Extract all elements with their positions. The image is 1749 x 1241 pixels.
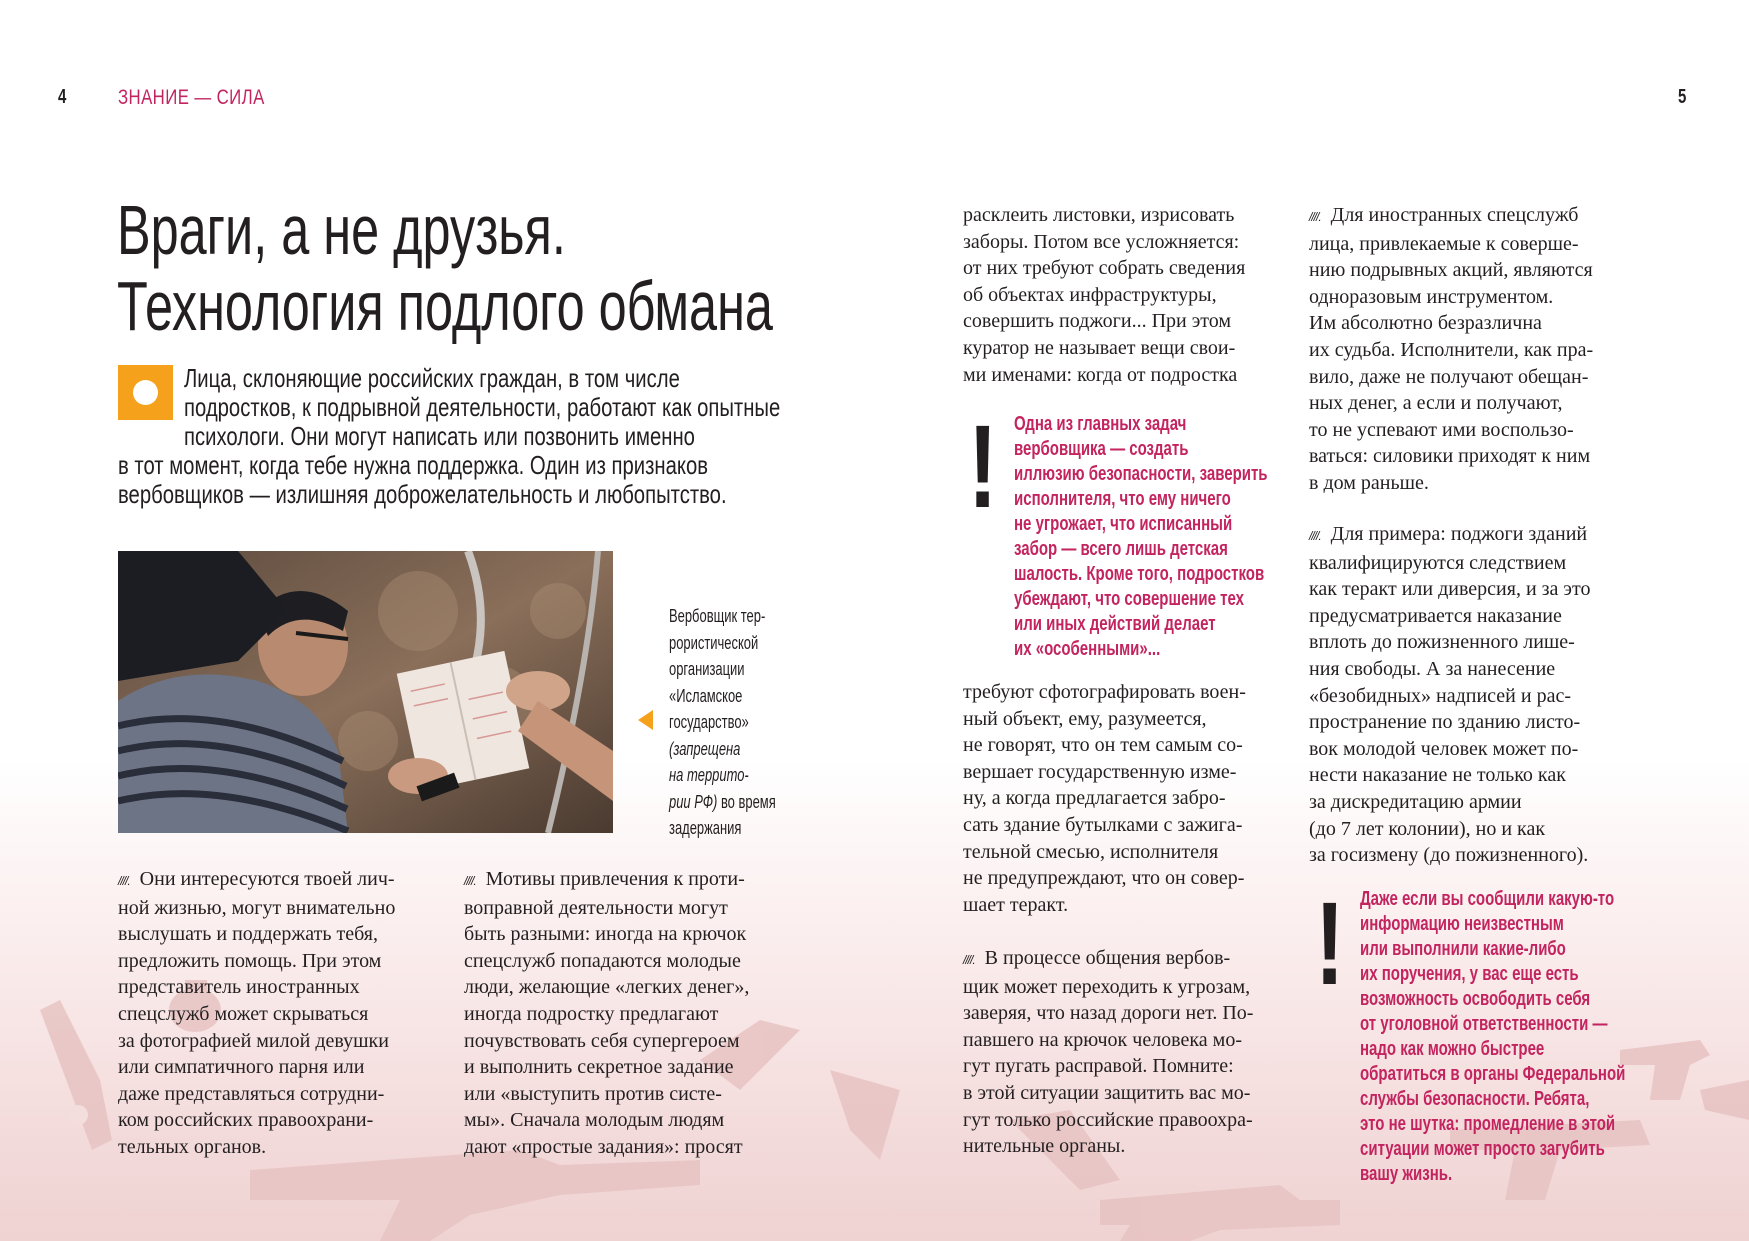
lead-line: подростков, к подрывной деятельности, работают как опытные <box>184 392 781 422</box>
body-line: выслушать и поддержать тебя, <box>118 923 378 946</box>
body-line: предусматривается наказание <box>1309 604 1562 627</box>
body-line: вок молодой человек может по- <box>1309 737 1579 760</box>
callout-line: шалость. Кроме того, подростков <box>1014 563 1265 585</box>
body-line: нительные органы. <box>963 1135 1126 1158</box>
column-4-middle-text <box>1309 521 1590 869</box>
callout-line: Одна из главных задач <box>1014 413 1187 435</box>
body-line: ных денег, а если и получают, <box>1309 392 1563 415</box>
callout-line: надо как можно быстрее <box>1360 1038 1545 1060</box>
exclamation-icon: ! <box>1315 878 1345 1010</box>
callout-line: вашу жизнь. <box>1360 1163 1453 1185</box>
body-line: или «выступить против систе- <box>464 1082 722 1105</box>
section-title: ЗНАНИЕ — СИЛА <box>118 86 265 109</box>
body-line: иногда подростку предлагают <box>464 1002 719 1025</box>
body-line: их судьба. Исполнители, как пра- <box>1309 338 1594 361</box>
paragraph-marker-icon: ////. <box>118 874 130 888</box>
column-3-bottom-text <box>963 945 1253 1160</box>
body-line: заборы. Потом все усложняется: <box>963 230 1240 253</box>
body-line: от них требуют собрать сведения <box>963 257 1246 280</box>
callout-line: ситуации может просто загубить <box>1360 1138 1605 1160</box>
column-3-top-text <box>963 202 1245 388</box>
paragraph-marker-icon: ////. <box>1309 210 1321 224</box>
column-4-top-text <box>1309 202 1593 497</box>
body-line: квалифицируются следствием <box>1309 551 1567 574</box>
body-line: павшего на крючок человека мо- <box>963 1028 1242 1051</box>
lead-line: Лица, склоняющие российских граждан, в том числе <box>184 363 680 393</box>
body-line: вплоть до пожизненного лише- <box>1309 631 1575 654</box>
body-line: почувствовать себя супергероем <box>464 1029 740 1052</box>
body-line: и выполнить секретное задание <box>464 1056 734 1079</box>
callout-line: их поручения, у вас еще есть <box>1360 963 1579 985</box>
body-line <box>118 866 395 895</box>
body-line: расклеить листовки, изрисовать <box>963 204 1235 226</box>
body-line: (до 7 лет колонии), но и как <box>1309 817 1546 840</box>
photo-caption <box>669 603 817 842</box>
body-line: Им абсолютно безразлична <box>1309 312 1542 335</box>
body-line: заверяя, что назад дороги нет. По- <box>963 1002 1254 1025</box>
paragraph-marker-icon: ////. <box>963 953 975 967</box>
right-page-number: 5 <box>1678 86 1687 108</box>
body-line: ния свободы. А за нанесение <box>1309 657 1556 680</box>
body-line: об объектах инфраструктуры, <box>963 283 1217 306</box>
callout-line: информацию неизвестным <box>1360 913 1564 935</box>
article-title <box>117 192 773 344</box>
caption-line: организации <box>669 659 745 679</box>
column-1-text <box>118 866 395 1161</box>
left-page-number: 4 <box>58 86 67 108</box>
body-line: воправной деятельности могут <box>464 896 728 919</box>
paragraph-marker-icon: ////. <box>464 874 476 888</box>
callout-line: это не шутка: промедление в этой <box>1360 1113 1616 1135</box>
caption-pointer-icon <box>638 710 653 730</box>
callout-seek-help <box>1360 887 1714 1187</box>
arrest-photo <box>118 551 613 833</box>
caption-italic: рии РФ) <box>669 791 718 812</box>
body-line-text: Они интересуются твоей лич- <box>139 868 395 890</box>
body-line: не говорят, что он тем самым со- <box>963 734 1243 757</box>
article-title-line: Враги, а не друзья. <box>117 191 566 269</box>
body-line: ной жизнью, могут внимательно <box>118 896 396 919</box>
body-line: вило, даже не получают обещан- <box>1309 365 1589 388</box>
body-line <box>1309 521 1590 550</box>
body-line: лица, привлекаемые к соверше- <box>1309 232 1579 255</box>
body-line: или симпатичного парня или <box>118 1056 365 1079</box>
caption-text: во время <box>717 791 776 812</box>
lead-paragraph-indented <box>184 364 948 451</box>
body-line: ну, а когда предлагается забро- <box>963 787 1226 810</box>
body-line: одноразовым инструментом. <box>1309 285 1554 308</box>
body-line-text: Для иностранных спецслужб <box>1330 204 1579 226</box>
body-line: не предупреждают, что он совер- <box>963 867 1245 890</box>
body-line: даже представляться сотрудни- <box>118 1082 385 1105</box>
callout-line: или выполнили какие-либо <box>1360 938 1566 960</box>
callout-line: вербовщика — создать <box>1014 438 1189 460</box>
body-line: ваться: силовики приходят к ним <box>1309 445 1591 468</box>
body-line: «безобидных» надписей и рас- <box>1309 684 1571 707</box>
body-line-text: Для примера: поджоги зданий <box>1330 523 1588 545</box>
caption-line: задержания <box>669 818 742 838</box>
body-line: куратор не называет вещи свои- <box>963 336 1236 359</box>
column-3-middle-text <box>963 679 1246 918</box>
lead-line: вербовщиков — излишняя доброжелательность и любопытство. <box>118 479 727 509</box>
caption-line: Вербовщик тер- <box>669 606 766 626</box>
body-line: то не успевают ими воспользо- <box>1309 418 1574 441</box>
body-line: нию подрывных акций, являются <box>1309 259 1593 282</box>
callout-line: обратиться в органы Федеральной <box>1360 1063 1626 1085</box>
body-line: за фотографией милой девушки <box>118 1029 389 1052</box>
body-line: шает теракт. <box>963 893 1069 916</box>
body-line: требуют сфотографировать воен- <box>963 681 1246 703</box>
callout-line: не угрожает, что исписанный <box>1014 513 1233 535</box>
article-title-line: Технология подлого обмана <box>117 267 773 345</box>
paragraph-marker-icon: ////. <box>1309 529 1321 543</box>
body-line: ный объект, ему, разумеется, <box>963 707 1207 730</box>
column-2-text <box>464 866 749 1161</box>
body-line: в дом раньше. <box>1309 471 1429 494</box>
callout-line: иллюзию безопасности, заверить <box>1014 463 1268 485</box>
body-line: пространение по зданию листо- <box>1309 711 1581 734</box>
caption-line: рористической <box>669 632 759 653</box>
callout-recruiter-tactics <box>1014 412 1352 662</box>
lead-line: психологи. Они могут написать или позвонить именно <box>184 421 695 451</box>
callout-line: возможность освободить себя <box>1360 988 1591 1010</box>
callout-line: убеждают, что совершение тех <box>1014 588 1244 610</box>
body-line: совершить поджоги... При этом <box>963 310 1232 333</box>
body-line: щик может переходить к угрозам, <box>963 975 1251 998</box>
body-line: предложить помощь. При этом <box>118 949 382 972</box>
body-line <box>464 866 749 895</box>
caption-line <box>669 736 776 763</box>
callout-line: службы безопасности. Ребята, <box>1360 1088 1590 1110</box>
lead-paragraph-full <box>118 451 898 509</box>
body-line: представитель иностранных <box>118 976 360 999</box>
caption-italic: на террито- <box>669 765 749 785</box>
body-line: тельной смесью, исполнителя <box>963 840 1219 863</box>
lead-bullet-icon <box>118 365 173 420</box>
callout-line: их «особенными»... <box>1014 638 1161 660</box>
caption-line <box>669 789 776 816</box>
callout-line: исполнителя, что ему ничего <box>1014 488 1231 510</box>
body-line-text: Мотивы привлечения к проти- <box>485 868 745 890</box>
body-line: нести наказание не только как <box>1309 764 1566 787</box>
body-line: ми именами: когда от подростка <box>963 363 1238 386</box>
body-line: за госизмену (до пожизненного). <box>1309 844 1589 867</box>
body-line: спецслужб может скрываться <box>118 1002 369 1025</box>
body-line <box>963 945 1253 974</box>
body-line: за дискредитацию армии <box>1309 790 1522 813</box>
callout-line: забор — всего лишь детская <box>1014 538 1228 560</box>
body-line: сать здание бутылками с зажига- <box>963 813 1243 836</box>
body-line: гут только российские правоохра- <box>963 1108 1253 1131</box>
exclamation-icon: ! <box>968 401 998 533</box>
body-line <box>1309 202 1593 231</box>
body-line: люди, желающие «легких денег», <box>464 976 750 999</box>
body-line: вершает государственную изме- <box>963 760 1237 783</box>
callout-line: или иных действий делает <box>1014 613 1216 635</box>
callout-line: от уголовной ответственности — <box>1360 1013 1608 1035</box>
caption-line: «Исламское <box>669 685 743 706</box>
body-line: гут пугать расправой. Помните: <box>963 1055 1234 1078</box>
body-line: ком российских правоохрани- <box>118 1109 374 1132</box>
caption-line <box>669 762 776 789</box>
caption-line: государство» <box>669 712 749 732</box>
body-line: спецслужб попадаются молодые <box>464 949 741 972</box>
body-line: быть разными: иногда на крючок <box>464 923 747 946</box>
body-line: тельных органов. <box>118 1135 267 1158</box>
callout-line: Даже если вы сообщили какую-то <box>1360 888 1615 910</box>
body-line-text: В процессе общения вербов- <box>984 947 1231 969</box>
caption-italic: (запрещена <box>669 738 741 759</box>
body-line: как теракт или диверсия, и за это <box>1309 578 1591 601</box>
body-line: дают «простые задания»: просят <box>464 1135 743 1158</box>
body-line: в этой ситуации защитить вас мо- <box>963 1081 1251 1104</box>
lead-line: в тот момент, когда тебе нужна поддержка. Один из признаков <box>118 450 709 480</box>
body-line: мы». Сначала молодым людям <box>464 1109 725 1132</box>
